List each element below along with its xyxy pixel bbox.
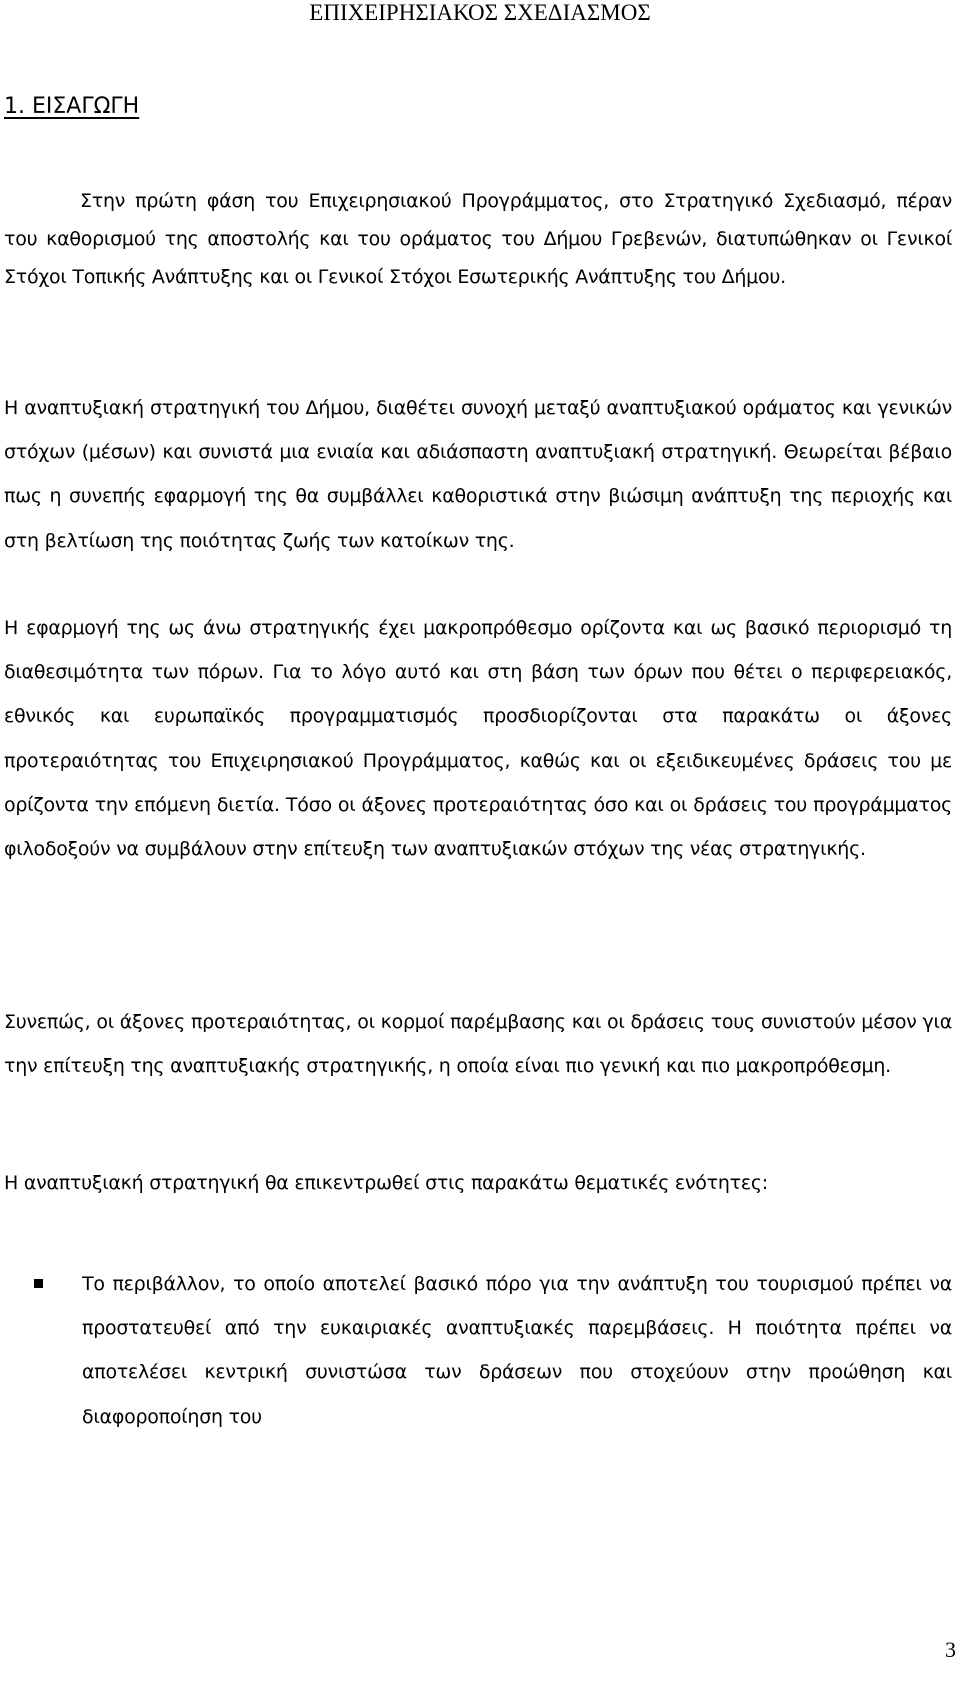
thematic-bullet-list [0,1262,952,1439]
paragraph-strategy-coherence: Η αναπτυξιακή στρατηγική του Δήμου, διαθέτει συνοχή μεταξύ αναπτυξιακού οράματος και γενικών στόχων (μέσων) και συνιστά μια ενιαία και αδιάσπαστη αναπτυξιακή στρατηγική. Θεωρείται βέβαιο πως η συνεπής εφαρμογή της θα συμβάλλει καθοριστικά στην βιώσιμη ανάπτυξη της περιοχής και στη βελτίωση της ποιότητας ζωής των κατοίκων της. [4,397,952,552]
list-item [0,1262,952,1439]
bullet-text: Το περιβάλλον, το οποίο αποτελεί βασικό πόρο για την ανάπτυξη του τουρισμού πρέπει να προστατευθεί από την ευκαιριακές αναπτυξιακές παρεμβάσεις. Η ποιότητα πρέπει να αποτελέσει κεντρική συνιστώσα των δράσεων που στοχεύουν στην προώθηση και διαφοροποίηση του [82,1273,952,1428]
paragraph-implementation: Η εφαρμογή της ως άνω στρατηγικής έχει μακροπρόθεσμο ορίζοντα και ως βασικό περιορισμό τη διαθεσιμότητα των πόρων. Για το λόγο αυτό και στη βάση των όρων που θέτει ο περιφερειακός, εθνικός και ευρωπαϊκός προγραμματισμός προσδιορίζονται στα παρακάτω οι άξονες προτεραιότητας του Επιχειρησιακού Προγράμματος, καθώς και οι εξειδικευμένες δράσεις του με ορίζοντα την επόμενη διετία. Τόσο οι άξονες προτεραιότητας όσο και οι δράσεις του προγράμματος φιλοδοξούν να συμβάλουν στην επίτευξη των αναπτυξιακών στόχων της νέας στρατηγικής. [4,617,952,861]
document-header-title: ΕΠΙΧΕΙΡΗΣΙΑΚΟΣ ΣΧΕΔΙΑΣΜΟΣ [309,0,651,25]
paragraph-consequently: Συνεπώς, οι άξονες προτεραιότητας, οι κορμοί παρέμβασης και οι δράσεις τους συνιστούν μέσον για την επίτευξη της αναπτυξιακής στρατηγικής, η οποία είναι πιο γενική και πιο μακροπρόθεσμη. [4,1011,952,1078]
page-number: 3 [945,1637,956,1662]
paragraph-intro: Στην πρώτη φάση του Επιχειρησιακού Προγράμματος, στο Στρατηγικό Σχεδιασμό, πέραν του καθορισμού της αποστολής και του οράματος του Δήμου Γρεβενών, διατυπώθηκαν οι Γενικοί Στόχοι Τοπικής Ανάπτυξης και οι Γενικοί Στόχοι Εσωτερικής Ανάπτυξης του Δήμου. [4,190,952,288]
section-heading: 1. ΕΙΣΑΓΩΓΗ [4,94,140,119]
square-bullet-icon [34,1279,43,1288]
paragraph-thematic-intro: Η αναπτυξιακή στρατηγική θα επικεντρωθεί στις παρακάτω θεματικές ενότητες: [4,1172,768,1194]
